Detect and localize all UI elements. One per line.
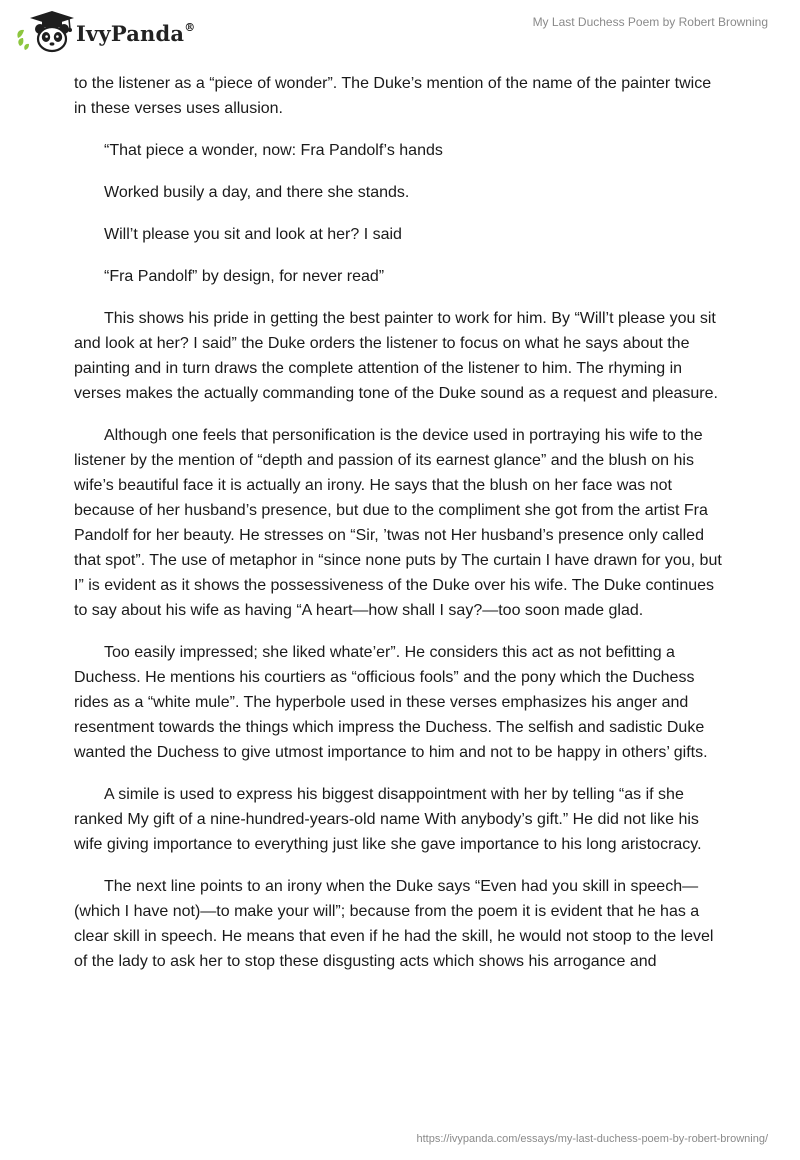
poem-quote-line: Worked busily a day, and there she stands. [104, 184, 410, 201]
essay-paragraph-continued: to the listener as a “piece of wonder”. The Duke’s mention of the name of the painter twice in these verses uses allusion. [74, 75, 712, 117]
ivypanda-logo[interactable] [14, 8, 195, 54]
poem-quote-line: “Fra Pandolf” by design, for never read” [104, 268, 385, 285]
essay-paragraph: This shows his pride in getting the best painter to work for him. By “Will’t please you sit and look at her? I said” the Duke orders the listener to focus on what he says about the painting and in turn draws the complete attention of the listener to him. The rhyming in verses makes the actually commanding tone of the Duke sound as a request and pleasure. [74, 310, 718, 402]
essay-paragraph: A simile is used to express his biggest disappointment with her by telling “as if she ranked My gift of a nine-hundred-years-old name With anybody’s gift.” He did not like his wife giving importance to everything just like she gave importance to his long aristocracy. [74, 786, 702, 853]
essay-body [74, 71, 724, 991]
essay-paragraph: Too easily impressed; she liked whate’er”. He considers this act as not befitting a Duchess. He mentions his courtiers as “officious fools” and the pony which the Duchess rides as a “white mule”. The hyperbole used in these verses emphasizes his anger and resentment towards the things which impress the Duchess. The selfish and sadistic Duke wanted the Duchess to give utmost importance to him and not to be happy in others’ gifts. [74, 644, 708, 761]
essay-paragraph: The next line points to an irony when the Duke says “Even had you skill in speech—(which I have not)—to make your will”; because from the poem it is evident that he has a clear skill in speech. He means that even if he had the skill, he would not stoop to the level of the lady to ask her to stop these disgusting acts which shows his arrogance and [74, 878, 714, 970]
panda-graduate-icon [14, 8, 76, 54]
source-url[interactable]: https://ivypanda.com/essays/my-last-duchess-poem-by-robert-browning/ [416, 1133, 768, 1145]
page-header [0, 0, 800, 60]
document-title: My Last Duchess Poem by Robert Browning [532, 15, 768, 29]
brand-name: IvyPanda® [76, 20, 196, 46]
poem-quote-line: “That piece a wonder, now: Fra Pandolf’s hands [104, 142, 443, 159]
essay-paragraph: Although one feels that personification is the device used in portraying his wife to the listener by the mention of “depth and passion of its earnest glance” and the blush on his wife’s beautiful face it is actually an irony. He says that the blush on her face was not because of her husband’s presence, but due to the compliment she got from the artist Fra Pandolf for her beauty. He stresses on “Sir, ’twas not Her husband’s presence only called that spot”. The use of metaphor in “since none puts by The curtain I have drawn for you, but I” is evident as it shows the possessiveness of the Duke over his wife. The Duke continues to say about his wife as having “A heart—how shall I say?—too soon made glad. [74, 427, 722, 619]
poem-quote-line: Will’t please you sit and look at her? I said [104, 226, 402, 243]
